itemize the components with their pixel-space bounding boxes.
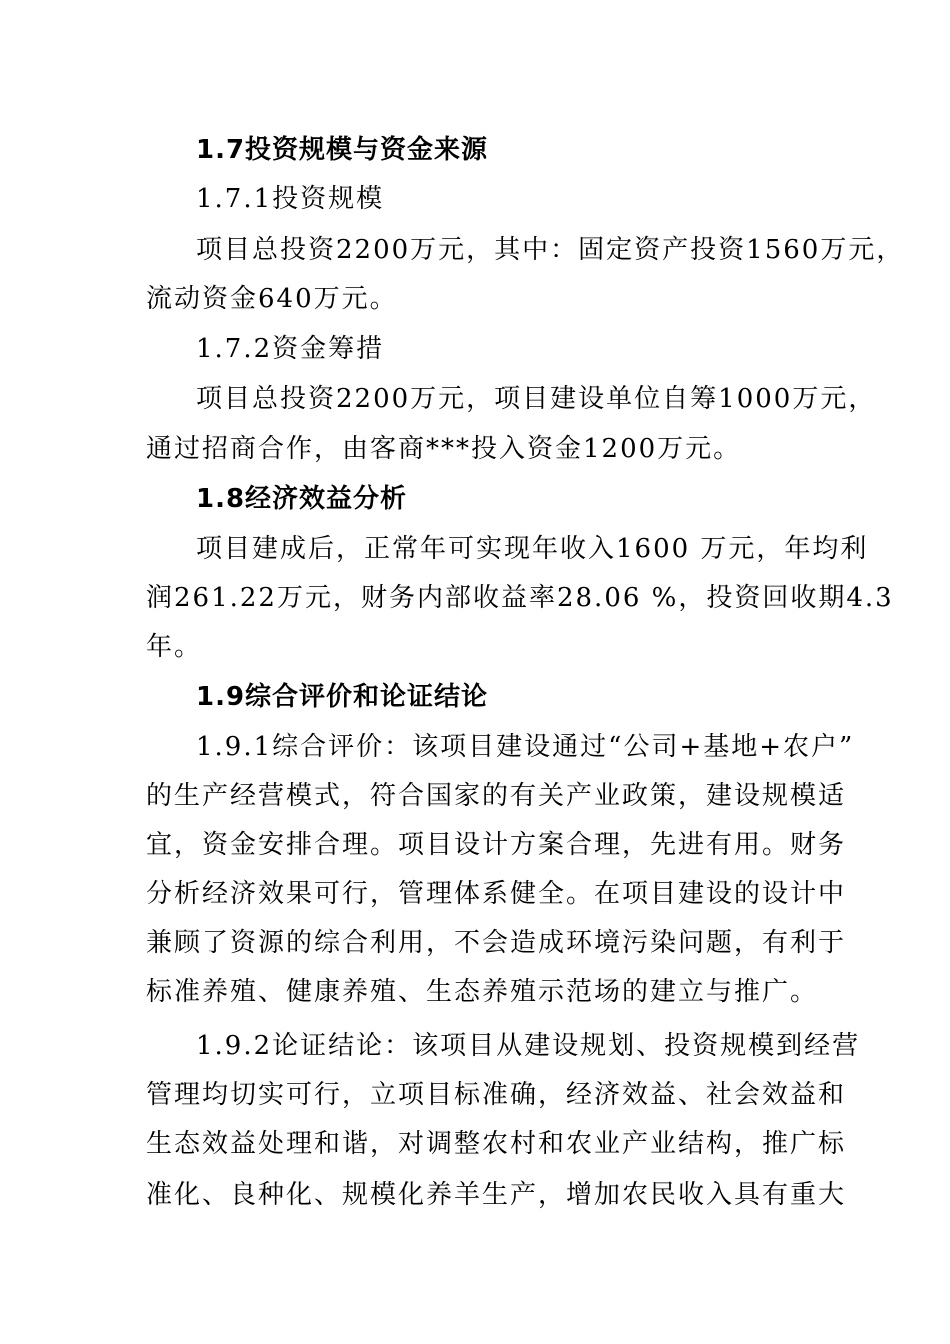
paragraph-line: 标准养殖、健康养殖、生态养殖示范场的建立与推广。: [146, 977, 819, 1007]
paragraph-line: 年。: [146, 632, 203, 662]
paragraph-line: 1.9.2论证结论：该项目从建设规划、投资规模到经营: [196, 1031, 861, 1061]
paragraph-line: 通过招商合作，由客商***投入资金1200万元。: [146, 434, 742, 464]
paragraph-line: 准化、良种化、规模化养羊生产，增加农民收入具有重大: [146, 1180, 847, 1210]
paragraph-line: 兼顾了资源的综合利用，不会造成环境污染问题，有利于: [146, 928, 847, 958]
paragraph-line: 生态效益处理和谐，对调整农村和农业产业结构，推广标: [146, 1129, 847, 1159]
subsection-heading-1-7-2: 1.7.2资金筹措: [196, 334, 385, 364]
paragraph-line: 的生产经营模式，符合国家的有关产业政策，建设规模适: [146, 781, 847, 811]
paragraph-line: 分析经济效果可行，管理体系健全。在项目建设的设计中: [146, 879, 847, 909]
section-heading-1-7: 1.7投资规模与资金来源: [196, 135, 489, 165]
section-heading-1-9: 1.9综合评价和论证结论: [196, 682, 489, 712]
paragraph-line: 项目总投资2200万元，其中：固定资产投资1560万元，: [196, 235, 905, 265]
section-heading-1-8: 1.8经济效益分析: [196, 484, 408, 514]
paragraph-line: 1.9.1综合评价：该项目建设通过“公司+基地+农户”: [196, 732, 855, 762]
paragraph-line: 流动资金640万元。: [146, 284, 398, 314]
subsection-heading-1-7-1: 1.7.1投资规模: [196, 184, 385, 214]
paragraph-line: 项目总投资2200万元，项目建设单位自筹1000万元，: [196, 384, 877, 414]
paragraph-line: 润261.22万元，财务内部收益率28.06 %，投资回收期4.3: [146, 583, 894, 613]
paragraph-line: 管理均切实可行，立项目标准确，经济效益、社会效益和: [146, 1080, 847, 1110]
paragraph-line: 项目建成后，正常年可实现年收入1600 万元，年均利: [196, 534, 869, 564]
paragraph-line: 宜，资金安排合理。项目设计方案合理，先进有用。财务: [146, 830, 847, 860]
